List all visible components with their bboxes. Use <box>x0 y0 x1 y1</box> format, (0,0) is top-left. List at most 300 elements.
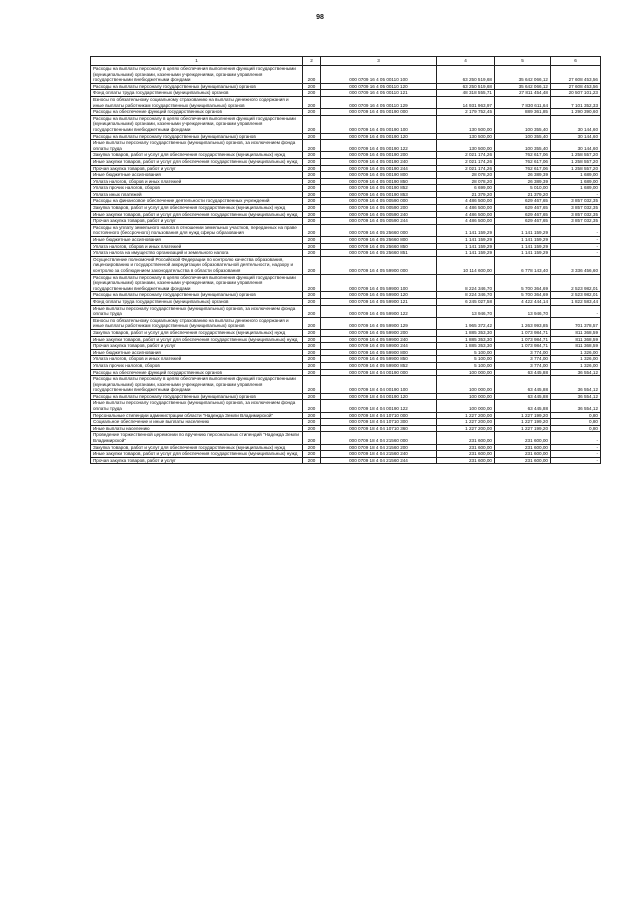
row-unexecuted-cell: 3 857 032,35 <box>551 198 601 205</box>
row-code-cell: 200 <box>303 66 321 84</box>
row-kbk-cell: 000 0709 16 4 05 00190 000 <box>321 109 437 116</box>
row-unexecuted-cell: 1 326,00 <box>551 362 601 369</box>
row-approved-cell: 14 931 963,97 <box>437 96 495 108</box>
row-executed-cell: 762 617,06 <box>495 152 551 159</box>
row-code-cell: 200 <box>303 425 321 432</box>
row-approved-cell: 8 224 346,70 <box>437 292 495 299</box>
row-kbk-cell: 000 0709 16 4 05 59900 000 <box>321 256 437 274</box>
page-number: 98 <box>316 14 324 21</box>
row-kbk-cell: 000 0709 16 4 05 00590 244 <box>321 218 437 225</box>
table-row <box>91 109 601 116</box>
table-row <box>91 336 601 343</box>
row-name-cell: Расходы на выплаты персоналу государственных (муниципальных) органов <box>91 393 303 400</box>
table-row <box>91 362 601 369</box>
row-unexecuted-cell: 1 822 583,44 <box>551 298 601 305</box>
table-row <box>91 96 601 108</box>
row-kbk-cell: 000 0709 16 4 05 00190 852 <box>321 185 437 192</box>
row-kbk-cell: 000 0709 18 4 04 00190 120 <box>321 393 437 400</box>
table-row <box>91 400 601 412</box>
row-approved-cell: 5 100,00 <box>437 356 495 363</box>
row-kbk-cell: 000 0709 16 4 05 00190 850 <box>321 178 437 185</box>
row-executed-cell: 1 227 199,20 <box>495 419 551 426</box>
row-kbk-cell: 000 0709 16 4 05 59900 122 <box>321 305 437 317</box>
row-executed-cell: 3 774,00 <box>495 349 551 356</box>
row-code-cell: 200 <box>303 444 321 451</box>
column-header: 1 <box>91 57 303 66</box>
row-kbk-cell: 000 0709 18 4 04 10710 360 <box>321 425 437 432</box>
row-unexecuted-cell: 1 326,00 <box>551 349 601 356</box>
row-approved-cell: 6 699,00 <box>437 185 495 192</box>
row-name-cell: Взносы по обязательному социальному страхованию на выплаты денежного содержания и иные выплаты работникам государственных (муниципальных) органов <box>91 96 303 108</box>
row-code-cell: 200 <box>303 412 321 419</box>
row-approved-cell: 6 245 027,58 <box>437 298 495 305</box>
table-row <box>91 274 601 292</box>
row-code-cell: 200 <box>303 376 321 394</box>
row-code-cell: 200 <box>303 205 321 212</box>
column-header: 6 <box>551 57 601 66</box>
row-approved-cell: 4 486 500,00 <box>437 211 495 218</box>
row-approved-cell: 5 100,00 <box>437 349 495 356</box>
row-unexecuted-cell: 811 368,59 <box>551 336 601 343</box>
row-kbk-cell: 000 0709 18 4 04 00190 000 <box>321 369 437 376</box>
row-code-cell: 200 <box>303 256 321 274</box>
row-code-cell: 200 <box>303 198 321 205</box>
row-unexecuted-cell: 1 689,00 <box>551 178 601 185</box>
row-approved-cell: 1 885 353,30 <box>437 336 495 343</box>
row-kbk-cell: 000 0709 16 4 05 59900 121 <box>321 298 437 305</box>
row-name-cell: Фонд оплаты труда государственных (муниципальных) органов <box>91 298 303 305</box>
row-code-cell: 200 <box>303 243 321 250</box>
row-unexecuted-cell: 0,80 <box>551 419 601 426</box>
row-unexecuted-cell: - <box>551 250 601 257</box>
row-code-cell: 200 <box>303 274 321 292</box>
table-row <box>91 317 601 329</box>
row-approved-cell: 130 500,00 <box>437 140 495 152</box>
row-code-cell: 200 <box>303 336 321 343</box>
row-unexecuted-cell: - <box>551 444 601 451</box>
table-row <box>91 115 601 133</box>
table-row <box>91 457 601 464</box>
row-name-cell: Расходы на выплаты персоналу в целях обеспечения выполнения функций государственными (муниципальными) органами, казенными учреждениями, органами управления государственными внебюджетными фондами <box>91 376 303 394</box>
row-unexecuted-cell: - <box>551 224 601 236</box>
row-unexecuted-cell: 27 608 453,56 <box>551 83 601 90</box>
table-row <box>91 218 601 225</box>
row-executed-cell: 13 946,70 <box>495 305 551 317</box>
row-unexecuted-cell: - <box>551 457 601 464</box>
row-kbk-cell: 000 0709 18 4 04 21560 240 <box>321 451 437 458</box>
row-kbk-cell: 000 0709 16 4 05 00190 200 <box>321 152 437 159</box>
row-unexecuted-cell: 1 689,00 <box>551 185 601 192</box>
row-name-cell: Уплата прочих налогов, сборов <box>91 362 303 369</box>
row-executed-cell: 629 467,65 <box>495 211 551 218</box>
row-approved-cell: 2 179 752,45 <box>437 109 495 116</box>
row-approved-cell: 63 250 519,68 <box>437 66 495 84</box>
row-name-cell: Иные бюджетные ассигнования <box>91 349 303 356</box>
table-row <box>91 165 601 172</box>
row-kbk-cell: 000 0709 18 4 04 10710 300 <box>321 419 437 426</box>
row-kbk-cell: 000 0709 16 4 05 00590 000 <box>321 198 437 205</box>
table-row <box>91 432 601 444</box>
row-kbk-cell: 000 0709 16 4 05 59900 200 <box>321 329 437 336</box>
column-header: 4 <box>437 57 495 66</box>
table-row <box>91 211 601 218</box>
row-executed-cell: 63 445,88 <box>495 400 551 412</box>
row-kbk-cell: 000 0709 18 4 04 10710 000 <box>321 412 437 419</box>
row-approved-cell: 100 000,00 <box>437 400 495 412</box>
row-name-cell: Расходы на выплаты персоналу в целях обеспечения выполнения функций государственными (муниципальными) органами, казенными учреждениями, органами управления государственными внебюджетными фондами <box>91 115 303 133</box>
row-code-cell: 200 <box>303 140 321 152</box>
row-code-cell: 200 <box>303 211 321 218</box>
row-code-cell: 200 <box>303 432 321 444</box>
row-kbk-cell: 000 0709 18 4 04 00190 100 <box>321 376 437 394</box>
row-approved-cell: 21 379,20 <box>437 191 495 198</box>
row-code-cell: 200 <box>303 191 321 198</box>
row-executed-cell: 1 141 159,29 <box>495 243 551 250</box>
row-unexecuted-cell: 0,80 <box>551 425 601 432</box>
row-code-cell: 200 <box>303 90 321 97</box>
row-unexecuted-cell: 36 554,12 <box>551 376 601 394</box>
row-code-cell: 200 <box>303 115 321 133</box>
row-kbk-cell: 000 0709 16 4 05 00190 120 <box>321 133 437 140</box>
row-approved-cell: 1 141 159,29 <box>437 224 495 236</box>
table-row <box>91 185 601 192</box>
row-code-cell: 200 <box>303 400 321 412</box>
table-row <box>91 343 601 350</box>
table-row <box>91 444 601 451</box>
row-unexecuted-cell: - <box>551 451 601 458</box>
row-executed-cell: 35 642 066,12 <box>495 83 551 90</box>
row-code-cell: 200 <box>303 109 321 116</box>
row-unexecuted-cell: 3 857 032,35 <box>551 218 601 225</box>
row-name-cell: Расходы на выплаты персоналу в целях обеспечения выполнения функций государственными (муниципальными) органами, казенными учреждениями, органами управления государственными внебюджетными фондами <box>91 66 303 84</box>
row-code-cell: 200 <box>303 250 321 257</box>
table-row <box>91 83 601 90</box>
row-unexecuted-cell: - <box>551 432 601 444</box>
row-executed-cell: 762 617,06 <box>495 165 551 172</box>
row-kbk-cell: 000 0709 16 4 05 25660 850 <box>321 243 437 250</box>
row-code-cell: 200 <box>303 152 321 159</box>
table-row <box>91 298 601 305</box>
row-code-cell: 200 <box>303 165 321 172</box>
table-row <box>91 66 601 84</box>
row-kbk-cell: 000 0709 16 4 05 59900 120 <box>321 292 437 299</box>
row-unexecuted-cell: 36 554,12 <box>551 369 601 376</box>
table-row <box>91 256 601 274</box>
row-name-cell: Иные закупки товаров, работ и услуг для обеспечения государственных (муниципальных) нужд <box>91 451 303 458</box>
row-approved-cell: 2 021 174,26 <box>437 158 495 165</box>
row-approved-cell: 28 078,20 <box>437 178 495 185</box>
row-approved-cell: 231 600,00 <box>437 451 495 458</box>
column-header: 3 <box>321 57 437 66</box>
row-unexecuted-cell: 0,80 <box>551 412 601 419</box>
row-executed-cell: 1 141 159,29 <box>495 250 551 257</box>
row-approved-cell: 48 318 555,71 <box>437 90 495 97</box>
row-kbk-cell: 000 0709 18 4 04 21560 200 <box>321 444 437 451</box>
row-name-cell: Уплата налогов, сборов и иных платежей <box>91 243 303 250</box>
table-row <box>91 393 601 400</box>
row-approved-cell: 1 141 159,29 <box>437 243 495 250</box>
row-executed-cell: 889 361,85 <box>495 109 551 116</box>
row-name-cell: Расходы на выплаты персоналу государственных (муниципальных) органов <box>91 133 303 140</box>
table-row <box>91 191 601 198</box>
row-kbk-cell: 000 0709 16 4 05 00590 240 <box>321 211 437 218</box>
row-executed-cell: 100 355,40 <box>495 133 551 140</box>
table-row <box>91 172 601 179</box>
row-executed-cell: 5 700 364,69 <box>495 274 551 292</box>
table-body <box>91 66 601 464</box>
table-row <box>91 412 601 419</box>
row-kbk-cell: 000 0709 16 4 05 00110 129 <box>321 96 437 108</box>
row-code-cell: 200 <box>303 292 321 299</box>
row-name-cell: Прочая закупка товаров, работ и услуг <box>91 218 303 225</box>
row-code-cell: 200 <box>303 158 321 165</box>
row-code-cell: 200 <box>303 218 321 225</box>
row-approved-cell: 1 227 200,00 <box>437 412 495 419</box>
table-row <box>91 419 601 426</box>
row-name-cell: Иные закупки товаров, работ и услуг для обеспечения государственных (муниципальных) нужд <box>91 211 303 218</box>
row-name-cell: Расходы на обеспечение функций государственных органов <box>91 109 303 116</box>
row-code-cell: 200 <box>303 224 321 236</box>
row-name-cell: Иные бюджетные ассигнования <box>91 237 303 244</box>
row-unexecuted-cell: 1 326,00 <box>551 356 601 363</box>
row-code-cell: 200 <box>303 343 321 350</box>
row-unexecuted-cell: 1 258 557,20 <box>551 152 601 159</box>
row-approved-cell: 1 227 200,00 <box>437 419 495 426</box>
table-row <box>91 329 601 336</box>
row-name-cell: Иные закупки товаров, работ и услуг для обеспечения государственных (муниципальных) нужд <box>91 336 303 343</box>
row-executed-cell: 100 355,40 <box>495 115 551 133</box>
row-approved-cell: 28 078,20 <box>437 172 495 179</box>
row-name-cell: Иные выплаты персоналу государственных (муниципальных) органов, за исключением фонда оплаты труда <box>91 305 303 317</box>
row-executed-cell: 762 617,06 <box>495 158 551 165</box>
row-kbk-cell: 000 0709 16 4 05 00190 244 <box>321 165 437 172</box>
row-executed-cell: 63 445,88 <box>495 369 551 376</box>
row-executed-cell: 1 227 199,20 <box>495 412 551 419</box>
row-executed-cell: 6 778 143,40 <box>495 256 551 274</box>
row-executed-cell: 231 600,00 <box>495 432 551 444</box>
row-kbk-cell: 000 0709 16 4 05 00190 100 <box>321 115 437 133</box>
row-code-cell: 200 <box>303 185 321 192</box>
row-approved-cell: 13 946,70 <box>437 305 495 317</box>
row-code-cell: 200 <box>303 172 321 179</box>
row-name-cell: Уплата налогов, сборов и иных платежей <box>91 178 303 185</box>
row-approved-cell: 4 486 500,00 <box>437 205 495 212</box>
row-name-cell: Закупка товаров, работ и услуг для обеспечения государственных (муниципальных) нужд <box>91 329 303 336</box>
row-unexecuted-cell: 2 523 982,01 <box>551 292 601 299</box>
table-row <box>91 451 601 458</box>
row-unexecuted-cell: 27 608 453,56 <box>551 66 601 84</box>
row-name-cell: Иные выплаты населению <box>91 425 303 432</box>
row-executed-cell: 5 010,00 <box>495 185 551 192</box>
row-executed-cell: 629 467,65 <box>495 198 551 205</box>
table-row <box>91 90 601 97</box>
row-name-cell: Расходы на финансовое обеспечение деятельности государственных учреждений <box>91 198 303 205</box>
row-approved-cell: 100 000,00 <box>437 369 495 376</box>
table-row <box>91 243 601 250</box>
row-code-cell: 200 <box>303 305 321 317</box>
row-code-cell: 200 <box>303 298 321 305</box>
row-name-cell: Иные закупки товаров, работ и услуг для обеспечения государственных (муниципальных) нужд <box>91 158 303 165</box>
row-unexecuted-cell: 3 857 032,35 <box>551 205 601 212</box>
row-kbk-cell: 000 0709 16 4 05 00590 200 <box>321 205 437 212</box>
row-code-cell: 200 <box>303 237 321 244</box>
row-unexecuted-cell: 811 368,59 <box>551 343 601 350</box>
row-executed-cell: 231 600,00 <box>495 451 551 458</box>
row-kbk-cell: 000 0709 16 4 05 00190 240 <box>321 158 437 165</box>
table-row <box>91 178 601 185</box>
table-row <box>91 205 601 212</box>
row-approved-cell: 231 600,00 <box>437 432 495 444</box>
row-approved-cell: 1 885 353,30 <box>437 329 495 336</box>
row-kbk-cell: 000 0709 16 4 05 59900 129 <box>321 317 437 329</box>
table-row <box>91 198 601 205</box>
row-kbk-cell: 000 0709 16 4 05 59900 100 <box>321 274 437 292</box>
row-name-cell: Расходы на выплаты персоналу государственных (муниципальных) органов <box>91 292 303 299</box>
row-kbk-cell: 000 0709 18 4 04 21560 000 <box>321 432 437 444</box>
row-approved-cell: 231 600,00 <box>437 457 495 464</box>
row-name-cell: Расходы на выплаты персоналу в целях обеспечения выполнения функций государственными (муниципальными) органами, казенными учреждениями, органами управления государственными внебюджетными фондами <box>91 274 303 292</box>
row-code-cell: 200 <box>303 317 321 329</box>
row-approved-cell: 2 021 174,26 <box>437 165 495 172</box>
row-unexecuted-cell: 1 258 557,20 <box>551 165 601 172</box>
row-code-cell: 200 <box>303 369 321 376</box>
row-kbk-cell: 000 0709 18 4 04 00190 122 <box>321 400 437 412</box>
row-unexecuted-cell: - <box>551 237 601 244</box>
row-approved-cell: 1 885 353,30 <box>437 343 495 350</box>
table-header-row <box>91 57 601 66</box>
row-name-cell: Расходы на уплату земельного налога в отношении земельных участков, переданных на праве постоянного (бессрочного) пользования для нужд сферы образования <box>91 224 303 236</box>
row-unexecuted-cell: 30 144,60 <box>551 133 601 140</box>
table-row <box>91 250 601 257</box>
row-code-cell: 200 <box>303 96 321 108</box>
row-unexecuted-cell: 2 523 982,01 <box>551 274 601 292</box>
row-code-cell: 200 <box>303 451 321 458</box>
row-unexecuted-cell: 7 101 352,33 <box>551 96 601 108</box>
row-executed-cell: 3 774,00 <box>495 356 551 363</box>
row-executed-cell: 63 445,88 <box>495 376 551 394</box>
table-row <box>91 292 601 299</box>
row-executed-cell: 100 355,40 <box>495 140 551 152</box>
row-name-cell: Иные бюджетные ассигнования <box>91 172 303 179</box>
row-code-cell: 200 <box>303 356 321 363</box>
row-executed-cell: 629 467,65 <box>495 205 551 212</box>
row-name-cell: Персональные стипендии администрации области "Надежда Земли Владимирской" <box>91 412 303 419</box>
row-executed-cell: 231 600,00 <box>495 444 551 451</box>
row-unexecuted-cell: 811 368,59 <box>551 329 601 336</box>
row-approved-cell: 130 500,00 <box>437 133 495 140</box>
row-code-cell: 200 <box>303 393 321 400</box>
row-approved-cell: 1 141 159,29 <box>437 250 495 257</box>
row-unexecuted-cell: 3 857 032,35 <box>551 211 601 218</box>
row-approved-cell: 5 100,00 <box>437 362 495 369</box>
row-executed-cell: 3 774,00 <box>495 362 551 369</box>
row-executed-cell: 35 642 066,12 <box>495 66 551 84</box>
row-kbk-cell: 000 0709 16 4 05 00110 100 <box>321 66 437 84</box>
table-row <box>91 158 601 165</box>
row-name-cell: Расходы на выплаты персоналу государственных (муниципальных) органов <box>91 83 303 90</box>
row-code-cell: 200 <box>303 133 321 140</box>
row-unexecuted-cell: 1 258 557,20 <box>551 158 601 165</box>
row-kbk-cell: 000 0709 16 4 05 00110 121 <box>321 90 437 97</box>
row-approved-cell: 1 227 200,00 <box>437 425 495 432</box>
row-kbk-cell: 000 0709 16 4 05 00190 122 <box>321 140 437 152</box>
row-executed-cell: 231 600,00 <box>495 457 551 464</box>
row-kbk-cell: 000 0709 16 4 05 59900 850 <box>321 356 437 363</box>
row-name-cell: Расходы на обеспечение функций государственных органов <box>91 369 303 376</box>
row-executed-cell: 629 467,65 <box>495 218 551 225</box>
row-executed-cell: 1 073 984,71 <box>495 329 551 336</box>
row-executed-cell: 1 073 984,71 <box>495 343 551 350</box>
row-kbk-cell: 000 0709 16 4 05 00190 800 <box>321 172 437 179</box>
budget-execution-table <box>90 56 601 464</box>
table-row <box>91 305 601 317</box>
row-approved-cell: 63 250 519,68 <box>437 83 495 90</box>
row-executed-cell: 26 389,39 <box>495 178 551 185</box>
row-code-cell: 200 <box>303 83 321 90</box>
row-unexecuted-cell: 701 378,57 <box>551 317 601 329</box>
table-row <box>91 425 601 432</box>
row-code-cell: 200 <box>303 419 321 426</box>
row-unexecuted-cell: 30 144,60 <box>551 140 601 152</box>
row-unexecuted-cell: - <box>551 305 601 317</box>
row-executed-cell: 1 141 159,29 <box>495 224 551 236</box>
row-name-cell: Иные выплаты персоналу государственных (муниципальных) органов, за исключением фонда оплаты труда <box>91 140 303 152</box>
table-row <box>91 152 601 159</box>
table-row <box>91 140 601 152</box>
row-kbk-cell: 000 0709 18 4 04 21560 244 <box>321 457 437 464</box>
row-unexecuted-cell: 36 554,12 <box>551 393 601 400</box>
row-kbk-cell: 000 0709 16 4 05 25660 000 <box>321 224 437 236</box>
row-name-cell: Уплата налога на имущество организаций и земельного налога <box>91 250 303 257</box>
table-row <box>91 224 601 236</box>
row-approved-cell: 1 141 159,29 <box>437 237 495 244</box>
row-approved-cell: 10 114 600,00 <box>437 256 495 274</box>
row-name-cell: Закупка товаров, работ и услуг для обеспечения государственных (муниципальных) нужд <box>91 444 303 451</box>
row-name-cell: Прочая закупка товаров, работ и услуг <box>91 165 303 172</box>
row-unexecuted-cell: 30 144,60 <box>551 115 601 133</box>
row-name-cell: Иные выплаты персоналу государственных (муниципальных) органов, за исключением фонда оплаты труда <box>91 400 303 412</box>
row-kbk-cell: 000 0709 16 4 05 59900 244 <box>321 343 437 350</box>
row-executed-cell: 1 227 199,20 <box>495 425 551 432</box>
row-executed-cell: 26 389,39 <box>495 172 551 179</box>
row-kbk-cell: 000 0709 16 4 05 59900 800 <box>321 349 437 356</box>
row-unexecuted-cell: - <box>551 191 601 198</box>
row-name-cell: Уплата иных платежей <box>91 191 303 198</box>
row-unexecuted-cell: - <box>551 243 601 250</box>
row-code-cell: 200 <box>303 349 321 356</box>
row-name-cell: Прочая закупка товаров, работ и услуг <box>91 343 303 350</box>
row-kbk-cell: 000 0709 16 4 05 25660 800 <box>321 237 437 244</box>
column-header: 5 <box>495 57 551 66</box>
row-name-cell: Социальное обеспечение и иные выплаты населению <box>91 419 303 426</box>
row-name-cell: Осуществление полномочий Российской Федерации по контролю качества образования, лицензированию и государственной аккредитации образовательной деятельности, надзору и контролю за соблюдением законодательства в области образования <box>91 256 303 274</box>
row-name-cell: Уплата налогов, сборов и иных платежей <box>91 356 303 363</box>
row-approved-cell: 4 486 500,00 <box>437 218 495 225</box>
row-unexecuted-cell: 3 336 456,60 <box>551 256 601 274</box>
table-row <box>91 356 601 363</box>
row-approved-cell: 100 000,00 <box>437 376 495 394</box>
row-unexecuted-cell: 1 290 390,60 <box>551 109 601 116</box>
row-unexecuted-cell: 36 554,12 <box>551 400 601 412</box>
row-executed-cell: 1 263 993,85 <box>495 317 551 329</box>
row-name-cell: Фонд оплаты труда государственных (муниципальных) органов <box>91 90 303 97</box>
row-kbk-cell: 000 0709 16 4 05 00190 853 <box>321 191 437 198</box>
table-row <box>91 237 601 244</box>
row-name-cell: Взносы по обязательному социальному страхованию на выплаты денежного содержания и иные выплаты работникам государственных (муниципальных) органов <box>91 317 303 329</box>
row-unexecuted-cell: 1 689,00 <box>551 172 601 179</box>
table-row <box>91 349 601 356</box>
row-unexecuted-cell: 20 507 101,23 <box>551 90 601 97</box>
